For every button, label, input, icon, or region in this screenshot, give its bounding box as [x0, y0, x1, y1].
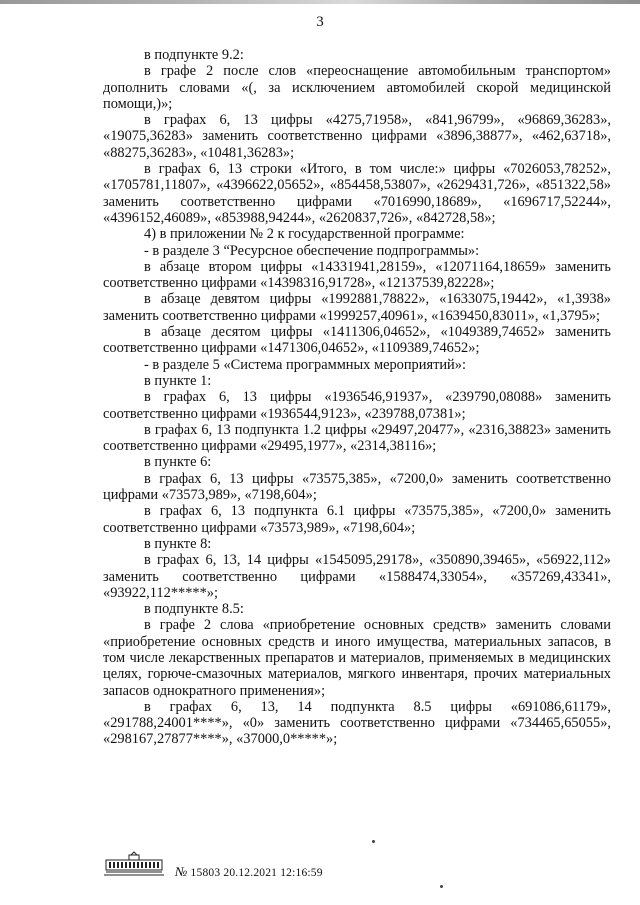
paragraph: в графах 6, 13 цифры «73575,385», «7200,0» заменить соответственно цифрами «73573,989», «7198,604»;	[103, 470, 611, 504]
paragraph: в графе 2 после слов «переоснащение автомобильным транспортом» дополнить словами «(, за исключением автомобилей скорой медицинской помощи,)»;	[103, 63, 611, 112]
paragraph: в подпункте 9.2:	[144, 47, 244, 63]
number-sign: №	[175, 864, 188, 879]
scan-speck	[372, 840, 375, 843]
registration-stamp	[175, 864, 323, 880]
paragraph: в графах 6, 13 подпункта 6.1 цифры «73575,385», «7200,0» заменить соответственно цифрами «73573,989», «7198,604»;	[103, 503, 611, 536]
page-number: 3	[316, 14, 324, 30]
paragraph: в графах 6, 13, 14 подпункта 8.5 цифры «691086,61179», «291788,24001****», «0» заменить соответственно цифрами «734465,65055», «298167,27877****», «37000,0*****»;	[103, 698, 611, 748]
paragraph: в абзаце девятом цифры «1992881,78822», «1633075,19442», «1,3938» заменить соответственно цифрами «1999257,40961», «1639450,83011», «1,3795»;	[103, 291, 611, 324]
scan-top-edge	[0, 0, 640, 4]
paragraph: в графах 6, 13 строки «Итого, в том числе:» цифры «7026053,78252», «1705781,11807», «4396622,05652», «854458,53807», «2629431,726», «851322,58» заменить соответственно цифрами «7016990,18689», «1696717,52244», «4396152,46089», «853988,94244», «2620837,726», «842728,58»;	[103, 161, 611, 226]
paragraph: в графе 2 слова «приобретение основных средств» заменить словами «приобретение основных средств и иного имущества, материальных запасов, в том числе лекарственных препаратов и материалов, применяемых в медицинских целях, горюче-смазочных материалов, мягкого инвентаря, прочих материальных запасов однократного применения»;	[103, 617, 611, 699]
paragraph: 4) в приложении № 2 к государственной программе:	[144, 226, 465, 243]
paragraph: в графах 6, 13 подпункта 1.2 цифры «29497,20477», «2316,38823» заменить соответственно цифрами «29495,1977», «2314,38116»;	[103, 421, 611, 455]
paragraph: в графах 6, 13 цифры «4275,71958», «841,96799», «96869,36283», «19075,36283» заменить соответственно цифрами «3896,38877», «462,63718», «88275,36283», «10481,36283»;	[103, 112, 611, 161]
document-datetime: 20.12.2021 12:16:59	[223, 867, 323, 879]
footer	[103, 851, 623, 885]
paragraph: в подпункте 8.5:	[144, 601, 244, 618]
paragraph: - в разделе 3 “Ресурсное обеспечение подпрограммы»:	[144, 242, 480, 259]
paragraph: - в разделе 5 «Система программных мероприятий»:	[144, 356, 466, 373]
paragraph: в пункте 8:	[144, 535, 212, 552]
building-logo-icon	[103, 851, 165, 877]
paragraph: в графах 6, 13 цифры «1936546,91937», «239790,08088» заменить соответственно цифрами «1936544,9123», «239788,07381»;	[103, 389, 611, 422]
document-number: 15803	[190, 867, 221, 879]
paragraph: в пункте 6:	[144, 454, 212, 471]
paragraph: в графах 6, 13, 14 цифры «1545095,29178», «350890,39465», «56922,112» заменить соответственно цифрами «1588474,33054», «357269,43341», «93922,112*****»;	[103, 552, 611, 601]
document-body	[103, 47, 611, 748]
scan-speck	[440, 885, 443, 888]
paragraph: в абзаце десятом цифры «1411306,04652», «1049389,74652» заменить соответственно цифрами «1471306,04652», «1109389,74652»;	[103, 324, 611, 357]
paragraph: в пункте 1:	[144, 372, 212, 389]
paragraph: в абзаце втором цифры «14331941,28159», «12071164,18659» заменить соответственно цифрами «14398316,91728», «12137539,82228»;	[103, 258, 611, 292]
